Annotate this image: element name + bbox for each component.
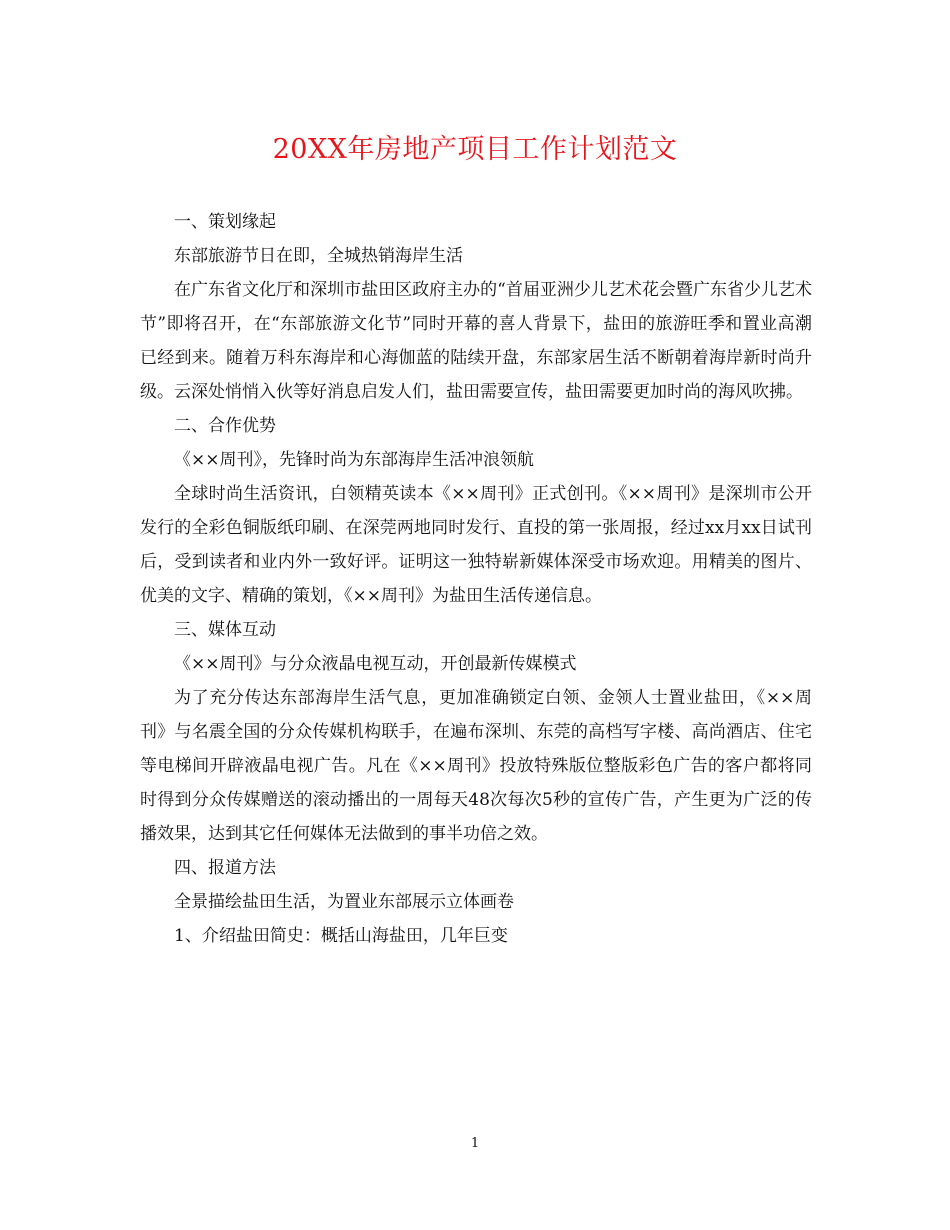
paragraph: 为了充分传达东部海岸生活气息，更加准确锁定白领、金领人士置业盐田，《××周刊》与名震全国的分众传媒机构联手，在遍布深圳、东莞的高档写字楼、高尚酒店、住宅等电梯间开辟液晶电视广告。凡在《××周刊》投放特殊版位整版彩色广告的客户都将同时得到分众传媒赠送的滚动播出的一周每天48次每次5秒的宣传广告，产生更为广泛的传播效果，达到其它任何媒体无法做到的事半功倍之效。 [140,688,812,844]
paragraph: 全球时尚生活资讯，白领精英读本《××周刊》正式创刊。《××周刊》是深圳市公开发行的全彩色铜版纸印刷、在深莞两地同时发行、直投的第一张周报，经过xx月xx日试刊后，受到读者和业内外一致好评。证明这一独特崭新媒体深受市场欢迎。用精美的图片、优美的文字、精确的策划，《××周刊》为盐田生活传递信息。 [140,484,812,606]
document-body [140,205,812,953]
document-title: 20XX年房地产项目工作计划范文 [272,134,678,165]
section-heading: 三、媒体互动 [174,620,276,640]
list-item: 1、介绍盐田简史：概括山海盐田，几年巨变 [174,926,508,946]
section-heading: 四、报道方法 [174,858,276,878]
subheading: 东部旅游节日在即，全城热销海岸生活 [174,246,463,266]
subheading: 《××周刊》，先锋时尚为东部海岸生活冲浪领航 [174,450,534,470]
subheading: 《××周刊》与分众液晶电视互动，开创最新传媒模式 [174,654,577,674]
section-heading: 一、策划缘起 [174,212,276,232]
section-heading: 二、合作优势 [174,416,276,436]
paragraph: 在广东省文化厅和深圳市盐田区政府主办的“首届亚洲少儿艺术花会暨广东省少儿艺术节”即将召开，在“东部旅游文化节”同时开幕的喜人背景下，盐田的旅游旺季和置业高潮已经到来。随着万科东海岸和心海伽蓝的陆续开盘，东部家居生活不断朝着海岸新时尚升级。云深处悄悄入伙等好消息启发人们，盐田需要宣传，盐田需要更加时尚的海风吹拂。 [140,280,812,402]
subheading: 全景描绘盐田生活，为置业东部展示立体画卷 [174,892,514,912]
page-number: 1 [470,1136,480,1151]
